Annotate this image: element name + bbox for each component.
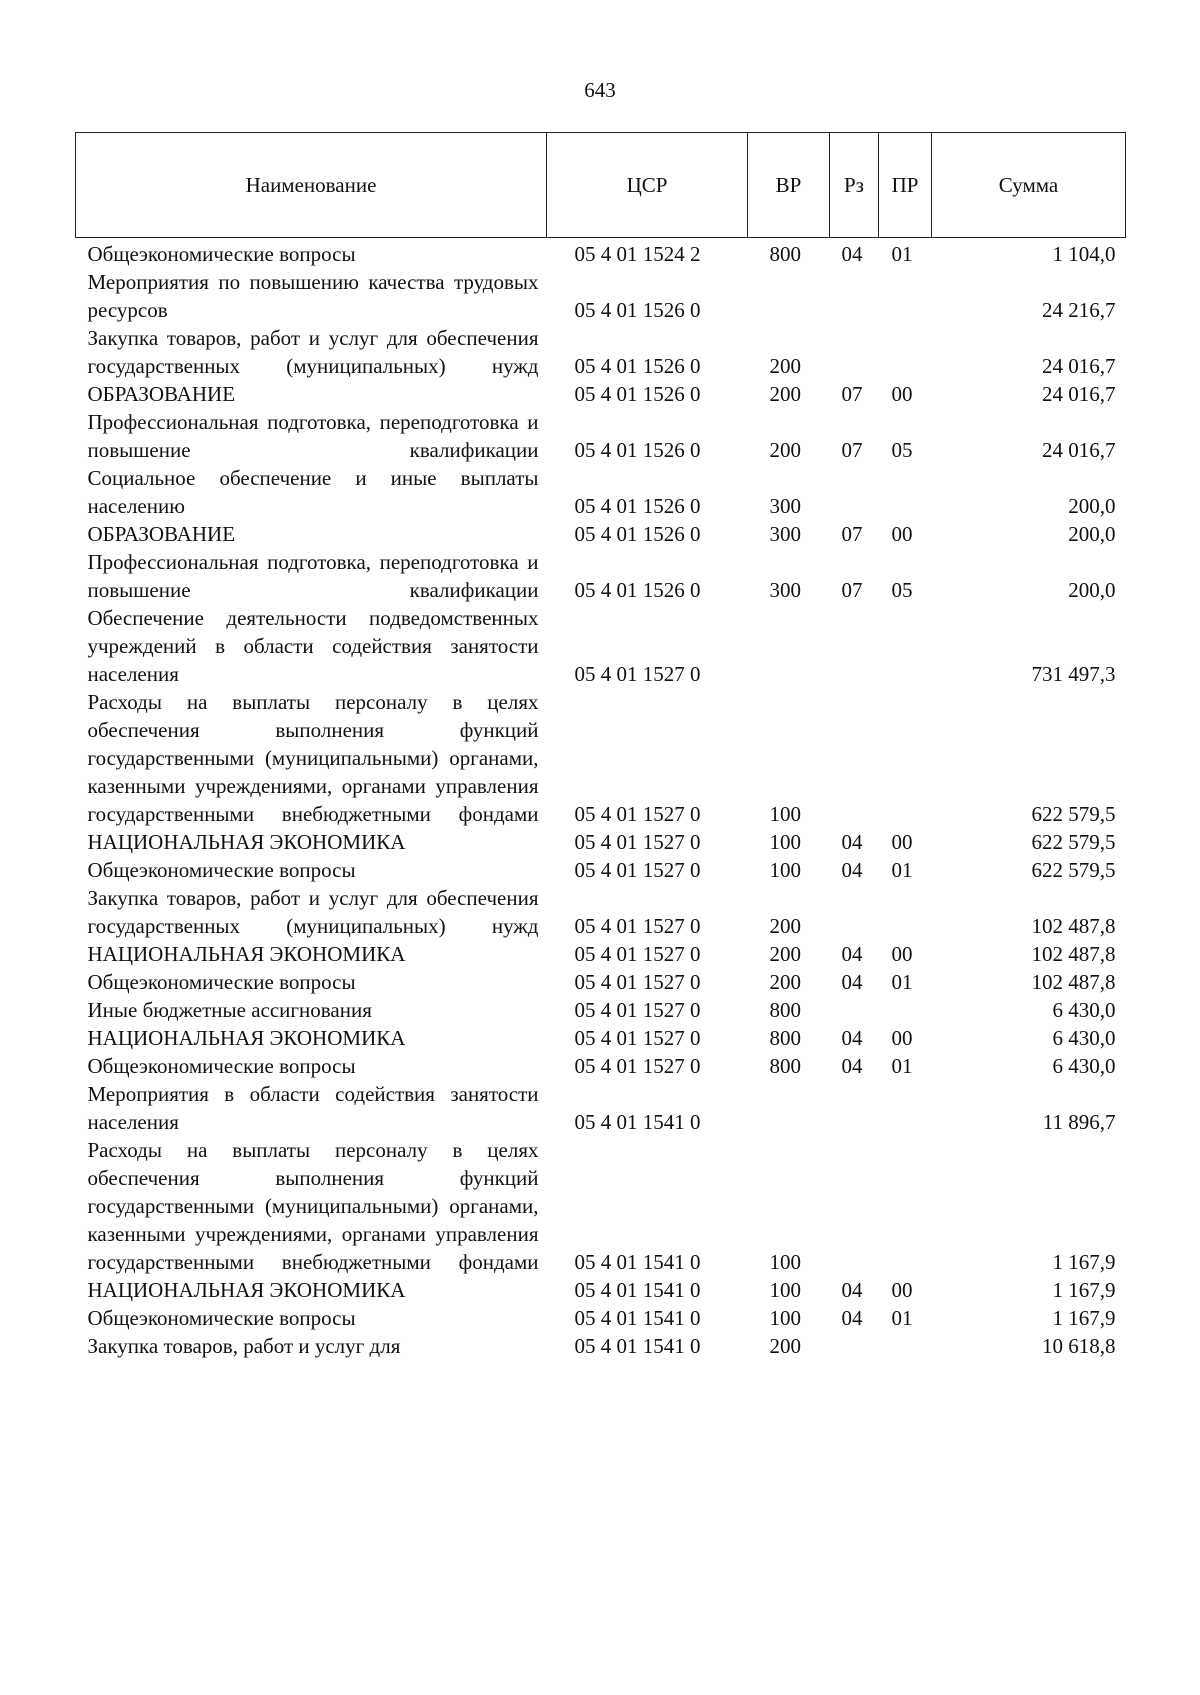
cell-pr bbox=[879, 688, 932, 828]
cell-vr: 200 bbox=[769, 942, 801, 966]
cell-sum: 622 579,5 bbox=[1031, 830, 1116, 854]
table-row bbox=[76, 688, 1126, 828]
cell-csr: 05 4 01 1526 0 bbox=[574, 578, 701, 602]
cell-rz: 04 bbox=[841, 1054, 863, 1078]
cell-name: Общеэкономические вопросы bbox=[87, 1054, 356, 1078]
cell-rz: 04 bbox=[841, 830, 863, 854]
cell-rz bbox=[830, 604, 879, 688]
cell-pr bbox=[879, 324, 932, 380]
cell-vr: 200 bbox=[769, 914, 801, 938]
cell-rz: 04 bbox=[841, 942, 863, 966]
cell-csr: 05 4 01 1541 0 bbox=[574, 1334, 701, 1358]
cell-sum: 24 216,7 bbox=[1042, 298, 1116, 322]
cell-vr: 300 bbox=[769, 578, 801, 602]
cell-csr: 05 4 01 1527 0 bbox=[574, 1054, 701, 1078]
table-row bbox=[76, 884, 1126, 940]
cell-pr: 01 bbox=[891, 1306, 913, 1330]
cell-csr: 05 4 01 1541 0 bbox=[574, 1306, 701, 1330]
cell-sum: 24 016,7 bbox=[1042, 382, 1116, 406]
cell-rz: 04 bbox=[841, 242, 863, 266]
cell-csr: 05 4 01 1527 0 bbox=[574, 942, 701, 966]
cell-sum: 102 487,8 bbox=[1031, 942, 1116, 966]
cell-sum: 102 487,8 bbox=[1031, 914, 1116, 938]
cell-rz: 04 bbox=[841, 1278, 863, 1302]
cell-rz bbox=[830, 324, 879, 380]
table-row bbox=[76, 520, 1126, 548]
cell-name: Социальное обеспечение и иные выплаты населению bbox=[87, 466, 539, 518]
table-row bbox=[76, 996, 1126, 1024]
cell-vr bbox=[748, 268, 830, 324]
cell-rz: 07 bbox=[841, 522, 863, 546]
cell-vr: 800 bbox=[769, 1054, 801, 1078]
cell-pr: 00 bbox=[891, 522, 913, 546]
cell-pr bbox=[879, 1080, 932, 1136]
cell-rz bbox=[830, 464, 879, 520]
page-number: 643 bbox=[584, 78, 616, 102]
cell-pr: 05 bbox=[891, 438, 913, 462]
cell-sum: 10 618,8 bbox=[1042, 1334, 1116, 1358]
cell-name: Общеэкономические вопросы bbox=[87, 970, 356, 994]
cell-vr: 300 bbox=[769, 494, 801, 518]
cell-sum: 1 167,9 bbox=[1052, 1306, 1116, 1330]
cell-rz bbox=[830, 688, 879, 828]
cell-csr: 05 4 01 1527 0 bbox=[574, 914, 701, 938]
cell-sum: 6 430,0 bbox=[1052, 998, 1116, 1022]
table-row bbox=[76, 1304, 1126, 1332]
table-row bbox=[76, 1080, 1126, 1136]
cell-csr: 05 4 01 1541 0 bbox=[574, 1278, 701, 1302]
cell-name: Закупка товаров, работ и услуг для обеспечения государственных (муниципальных) нужд bbox=[87, 326, 539, 378]
cell-csr: 05 4 01 1526 0 bbox=[574, 494, 701, 518]
cell-vr: 300 bbox=[769, 522, 801, 546]
table-row bbox=[76, 238, 1126, 269]
cell-csr: 05 4 01 1541 0 bbox=[574, 1250, 701, 1274]
cell-name: ОБРАЗОВАНИЕ bbox=[87, 522, 236, 546]
cell-csr: 05 4 01 1527 0 bbox=[574, 1026, 701, 1050]
cell-pr bbox=[879, 268, 932, 324]
cell-sum: 1 167,9 bbox=[1052, 1278, 1116, 1302]
table-row bbox=[76, 1332, 1126, 1360]
cell-vr: 100 bbox=[769, 802, 801, 826]
table-row bbox=[76, 548, 1126, 604]
table-row bbox=[76, 408, 1126, 464]
cell-pr: 01 bbox=[891, 858, 913, 882]
cell-csr: 05 4 01 1526 0 bbox=[574, 354, 701, 378]
table-row bbox=[76, 828, 1126, 856]
cell-sum: 1 104,0 bbox=[1052, 242, 1116, 266]
cell-pr: 01 bbox=[891, 242, 913, 266]
cell-csr: 05 4 01 1526 0 bbox=[574, 438, 701, 462]
header-vr: ВР bbox=[748, 133, 830, 238]
cell-name: Общеэкономические вопросы bbox=[87, 242, 356, 266]
cell-sum: 24 016,7 bbox=[1042, 438, 1116, 462]
cell-vr bbox=[748, 604, 830, 688]
cell-pr bbox=[879, 604, 932, 688]
cell-vr: 100 bbox=[769, 1250, 801, 1274]
cell-vr: 800 bbox=[769, 242, 801, 266]
cell-vr: 100 bbox=[769, 830, 801, 854]
cell-rz: 07 bbox=[841, 438, 863, 462]
table-header bbox=[76, 133, 1126, 238]
table-row bbox=[76, 1276, 1126, 1304]
cell-pr: 01 bbox=[891, 1054, 913, 1078]
cell-pr bbox=[879, 1332, 932, 1360]
table-row bbox=[76, 324, 1126, 380]
cell-name: Расходы на выплаты персоналу в целях обеспечения выполнения функций государственными (муниципальными) органами, казенными учреждениями, органами управления государственными внебюджетными фондами bbox=[87, 1138, 539, 1274]
cell-vr: 200 bbox=[769, 382, 801, 406]
cell-csr: 05 4 01 1524 2 bbox=[574, 242, 701, 266]
cell-sum: 6 430,0 bbox=[1052, 1054, 1116, 1078]
cell-rz: 04 bbox=[841, 1306, 863, 1330]
cell-pr bbox=[879, 464, 932, 520]
header-name: Наименование bbox=[76, 133, 547, 238]
cell-sum: 731 497,3 bbox=[1031, 662, 1116, 686]
cell-pr: 00 bbox=[891, 942, 913, 966]
cell-name: НАЦИОНАЛЬНАЯ ЭКОНОМИКА bbox=[87, 942, 406, 966]
cell-name: Профессиональная подготовка, переподготовка и повышение квалификации bbox=[87, 410, 539, 462]
cell-sum: 200,0 bbox=[1068, 578, 1116, 602]
cell-vr: 100 bbox=[769, 858, 801, 882]
cell-vr: 800 bbox=[769, 1026, 801, 1050]
cell-rz bbox=[830, 1080, 879, 1136]
cell-csr: 05 4 01 1526 0 bbox=[574, 522, 701, 546]
cell-csr: 05 4 01 1527 0 bbox=[574, 830, 701, 854]
cell-name: НАЦИОНАЛЬНАЯ ЭКОНОМИКА bbox=[87, 830, 406, 854]
header-csr: ЦСР bbox=[547, 133, 748, 238]
cell-csr: 05 4 01 1527 0 bbox=[574, 970, 701, 994]
cell-pr: 01 bbox=[891, 970, 913, 994]
cell-name: ОБРАЗОВАНИЕ bbox=[87, 382, 236, 406]
table-row bbox=[76, 856, 1126, 884]
table-body bbox=[76, 238, 1126, 1361]
cell-name: НАЦИОНАЛЬНАЯ ЭКОНОМИКА bbox=[87, 1278, 406, 1302]
cell-sum: 6 430,0 bbox=[1052, 1026, 1116, 1050]
cell-rz bbox=[830, 884, 879, 940]
cell-rz bbox=[830, 268, 879, 324]
table-row bbox=[76, 1024, 1126, 1052]
cell-sum: 11 896,7 bbox=[1042, 1110, 1116, 1134]
cell-vr: 100 bbox=[769, 1306, 801, 1330]
cell-name: Общеэкономические вопросы bbox=[87, 1306, 356, 1330]
cell-csr: 05 4 01 1527 0 bbox=[574, 802, 701, 826]
cell-rz bbox=[830, 1136, 879, 1276]
header-rz: Рз bbox=[830, 133, 879, 238]
cell-csr: 05 4 01 1527 0 bbox=[574, 998, 701, 1022]
table-row bbox=[76, 604, 1126, 688]
cell-rz: 07 bbox=[841, 382, 863, 406]
header-pr: ПР bbox=[879, 133, 932, 238]
cell-vr: 800 bbox=[769, 998, 801, 1022]
cell-vr: 200 bbox=[769, 1334, 801, 1358]
cell-vr: 200 bbox=[769, 354, 801, 378]
cell-vr: 100 bbox=[769, 1278, 801, 1302]
cell-name: Мероприятия в области содействия занятости населения bbox=[87, 1082, 539, 1134]
table-row bbox=[76, 1052, 1126, 1080]
cell-pr bbox=[879, 884, 932, 940]
cell-pr: 00 bbox=[891, 1278, 913, 1302]
cell-rz: 04 bbox=[841, 1026, 863, 1050]
cell-rz bbox=[830, 1332, 879, 1360]
cell-sum: 200,0 bbox=[1068, 522, 1116, 546]
table-row bbox=[76, 968, 1126, 996]
cell-name: Профессиональная подготовка, переподготовка и повышение квалификации bbox=[87, 550, 539, 602]
header-sum: Сумма bbox=[932, 133, 1126, 238]
table-row bbox=[76, 1136, 1126, 1276]
table-row bbox=[76, 940, 1126, 968]
cell-name: Закупка товаров, работ и услуг для bbox=[87, 1334, 401, 1358]
cell-sum: 102 487,8 bbox=[1031, 970, 1116, 994]
cell-sum: 1 167,9 bbox=[1052, 1250, 1116, 1274]
cell-name: Расходы на выплаты персоналу в целях обеспечения выполнения функций государственными (муниципальными) органами, казенными учреждениями, органами управления государственными внебюджетными фондами bbox=[87, 690, 539, 826]
cell-pr bbox=[879, 996, 932, 1024]
cell-csr: 05 4 01 1526 0 bbox=[574, 298, 701, 322]
cell-csr: 05 4 01 1526 0 bbox=[574, 382, 701, 406]
cell-name: Иные бюджетные ассигнования bbox=[87, 998, 372, 1022]
table-row bbox=[76, 268, 1126, 324]
cell-name: НАЦИОНАЛЬНАЯ ЭКОНОМИКА bbox=[87, 1026, 406, 1050]
cell-pr: 05 bbox=[891, 578, 913, 602]
cell-vr: 200 bbox=[769, 438, 801, 462]
budget-table bbox=[75, 132, 1126, 1360]
cell-pr: 00 bbox=[891, 830, 913, 854]
cell-csr: 05 4 01 1527 0 bbox=[574, 662, 701, 686]
cell-csr: 05 4 01 1541 0 bbox=[574, 1110, 701, 1134]
cell-name: Закупка товаров, работ и услуг для обеспечения государственных (муниципальных) нужд bbox=[87, 886, 539, 938]
cell-csr: 05 4 01 1527 0 bbox=[574, 858, 701, 882]
cell-name: Мероприятия по повышению качества трудовых ресурсов bbox=[87, 270, 539, 322]
cell-pr: 00 bbox=[891, 382, 913, 406]
cell-rz: 04 bbox=[841, 858, 863, 882]
cell-pr: 00 bbox=[891, 1026, 913, 1050]
cell-name: Общеэкономические вопросы bbox=[87, 858, 356, 882]
cell-vr: 200 bbox=[769, 970, 801, 994]
table-row bbox=[76, 380, 1126, 408]
cell-sum: 200,0 bbox=[1068, 494, 1116, 518]
table-row bbox=[76, 464, 1126, 520]
cell-sum: 622 579,5 bbox=[1031, 802, 1116, 826]
cell-name: Обеспечение деятельности подведомственных учреждений в области содействия занятости населения bbox=[87, 606, 539, 686]
cell-sum: 24 016,7 bbox=[1042, 354, 1116, 378]
cell-rz: 07 bbox=[841, 578, 863, 602]
cell-pr bbox=[879, 1136, 932, 1276]
cell-sum: 622 579,5 bbox=[1031, 858, 1116, 882]
cell-rz bbox=[830, 996, 879, 1024]
cell-rz: 04 bbox=[841, 970, 863, 994]
cell-vr bbox=[748, 1080, 830, 1136]
